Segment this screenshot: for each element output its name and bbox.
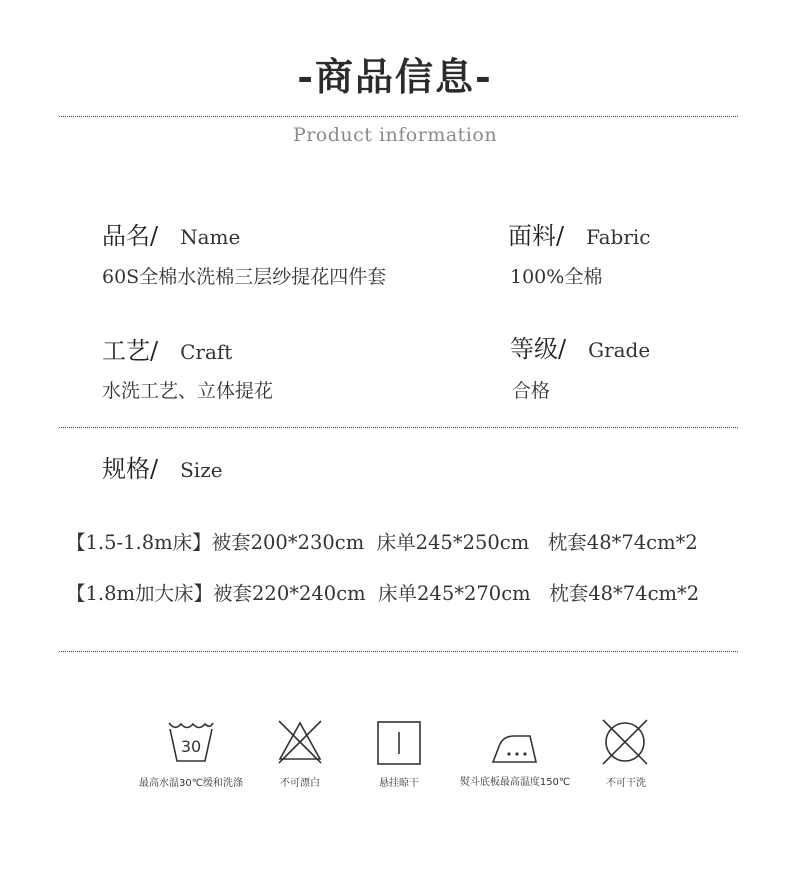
divider — [59, 427, 738, 428]
size-row: 【1.8m加大床】被套220*240cm 床单245*270cm 枕套48*74cm*2 — [66, 582, 700, 605]
svg-text:30: 30 — [180, 737, 202, 756]
grade-label-cn: 等级/ — [510, 335, 567, 363]
no-dryclean-icon — [600, 717, 650, 767]
fabric-label — [508, 216, 651, 251]
hang-dry-icon — [375, 719, 423, 767]
fabric-label-cn: 面料/ — [508, 222, 565, 250]
care-caption: 不可漂白 — [280, 778, 320, 789]
size-label-en: Size — [180, 458, 223, 482]
craft-value: 水洗工艺、立体提花 — [102, 380, 274, 402]
care-caption: 最高水温30℃缓和洗涤 — [139, 778, 243, 789]
craft-label — [102, 331, 232, 366]
page-title: -商品信息- — [297, 54, 493, 99]
name-label-cn: 品名/ — [102, 222, 159, 250]
grade-label-en: Grade — [588, 338, 651, 362]
grade-label — [510, 329, 650, 364]
care-caption: 熨斗底板最高温度150℃ — [459, 777, 571, 788]
size-label-cn: 规格/ — [102, 455, 159, 483]
size-label — [102, 449, 223, 484]
iron-150-icon — [490, 726, 540, 766]
size-row: 【1.5-1.8m床】被套200*230cm 床单245*250cm 枕套48*74cm*2 — [66, 531, 698, 554]
fabric-value: 100%全棉 — [510, 266, 603, 288]
name-label — [102, 216, 240, 251]
page-subtitle: Product information — [292, 124, 498, 146]
name-value: 60S全棉水洗棉三层纱提花四件套 — [102, 266, 387, 288]
name-label-en: Name — [180, 225, 241, 249]
craft-label-cn: 工艺/ — [102, 337, 159, 365]
divider — [59, 651, 738, 652]
care-caption: 不可干洗 — [606, 778, 646, 789]
grade-value: 合格 — [512, 380, 551, 402]
craft-label-en: Craft — [180, 340, 233, 364]
wash-30-icon — [166, 719, 216, 767]
no-bleach-icon — [276, 719, 324, 765]
care-caption: 悬挂晾干 — [379, 778, 419, 789]
fabric-label-en: Fabric — [586, 225, 651, 249]
divider — [59, 116, 738, 117]
